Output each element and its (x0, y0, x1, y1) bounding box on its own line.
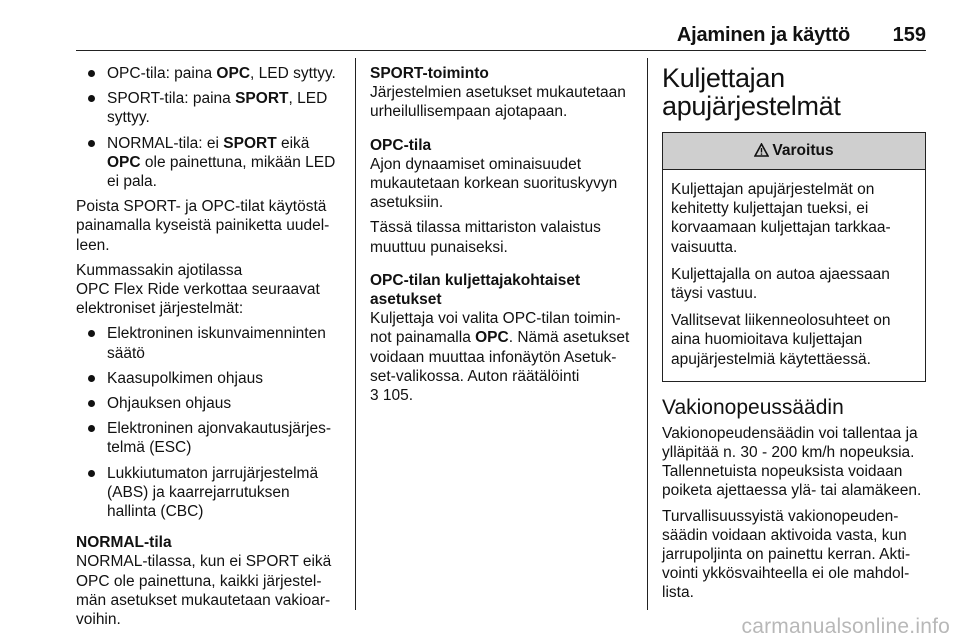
warning-title: Varoitus (772, 142, 834, 159)
mode-list (76, 64, 342, 191)
list-item: Lukkiutumaton jarrujärjestelmä (ABS) ja kaarrejarrutuksen hallinta (CBC) (76, 464, 342, 522)
opc-text-2: Tässä tilassa mittariston valaistus muuttuu punaiseksi. (370, 219, 601, 256)
list-item: OPC-tila: paina OPC, LED syttyy. (76, 64, 342, 83)
normal-mode-heading: NORMAL-tila (76, 534, 172, 552)
bullet-icon (88, 375, 95, 382)
column-3 (662, 62, 926, 609)
opc-driver-heading: OPC-tilan kuljettajakohtaiset asetukset (370, 271, 581, 309)
column-2 (370, 64, 634, 411)
cruise-control-heading: Vakionopeussäädin (662, 395, 844, 419)
list-item: NORMAL-tila: ei SPORT eikä OPC ole painettuna, mikään LED ei pala. (76, 134, 342, 192)
column-1 (76, 64, 342, 635)
warning-paragraph: Kuljettajan apujärjestelmät on kehitetty kuljettajan tueksi, ei korvaamaan kuljettajan tarkkaavaisuutta. (671, 181, 891, 256)
disable-paragraph: Poista SPORT- ja OPC-tilat käytöstä painamalla kyseistä painiketta uudelleen. (76, 198, 330, 254)
warning-box (662, 132, 926, 382)
bullet-icon (88, 330, 95, 337)
cruise-control-text-1: Vakionopeudensäädin voi tallentaa ja ylläpitää n. 30 - 200 km/h nopeuksia. Tallennetuista nopeuksista voidaan poiketa ajettaessa ylä- tai alamäkeen. (662, 424, 922, 500)
system-list (76, 324, 342, 521)
opc-driver-text: Kuljettaja voi valita OPC-tilan toiminnot painamalla OPC. Nämä asetukset voidaan muuttaa infonäytön Asetukset-valikossa. Auton räätälöinti 3 105. (370, 310, 630, 405)
list-item: Kaasupolkimen ohjaus (76, 369, 342, 388)
both-modes-paragraph: Kummassakin ajotilassa OPC Flex Ride verkottaa seuraavat elektroniset järjestelmät: (76, 261, 320, 318)
column-divider-1 (355, 58, 356, 610)
opc-heading: OPC-tila (370, 136, 432, 154)
page-reference-arrow-icon: 3 (370, 387, 379, 405)
warning-body (663, 170, 925, 381)
watermark: carmanualsonline.info (741, 614, 950, 638)
normal-mode-text: NORMAL-tilassa, kun ei SPORT eikä OPC ole painettuna, kaikki järjestelmän asetukset mukautetaan vakioarvoihin. (76, 553, 332, 629)
column-divider-2 (647, 58, 648, 610)
list-item: Elektroninen ajonvakautusjärjestelmä (ESC) (76, 419, 342, 457)
cruise-control-text-2: Turvallisuussyistä vakionopeudensäädin voidaan aktivoida vasta, kun jarrupoljinta on painettu kerran. Aktivointi ykkösvaihteella ei ole mahdollista. (662, 507, 911, 602)
bullet-icon (88, 95, 95, 102)
warning-paragraph: Vallitsevat liikenneolosuhteet on aina huomioitava kuljettajan apujärjestelmiä käytettäessä. (671, 312, 891, 368)
sport-text: Järjestelmien asetukset mukautetaan urheilullisempaan ajotapaan. (370, 84, 626, 121)
section-title: Kuljettajan apujärjestelmät (662, 63, 841, 121)
bullet-icon (88, 425, 95, 432)
bullet-icon (88, 470, 95, 477)
page-reference[interactable]: 105. (378, 387, 414, 405)
list-item: SPORT-tila: paina SPORT, LED syttyy. (76, 89, 342, 127)
opc-text-1: Ajon dynaamiset ominaisuudet mukautetaan korkean suorituskyvyn asetuksiin. (370, 155, 618, 212)
bullet-icon (88, 140, 95, 147)
warning-title-bar (663, 133, 925, 170)
bullet-icon (88, 400, 95, 407)
page-number: 159 (892, 24, 926, 46)
warning-paragraph: Kuljettajalla on autoa ajaessaan täysi vastuu. (671, 265, 890, 303)
warning-triangle-icon (754, 135, 769, 171)
header-rule (76, 50, 926, 51)
header-title: Ajaminen ja käyttö (676, 24, 850, 46)
list-item: Elektroninen iskunvaimenninten säätö (76, 324, 342, 362)
sport-heading: SPORT-toiminto (370, 65, 489, 82)
page-header (0, 26, 926, 52)
list-item: Ohjauksen ohjaus (76, 394, 342, 413)
bullet-icon (88, 70, 95, 77)
